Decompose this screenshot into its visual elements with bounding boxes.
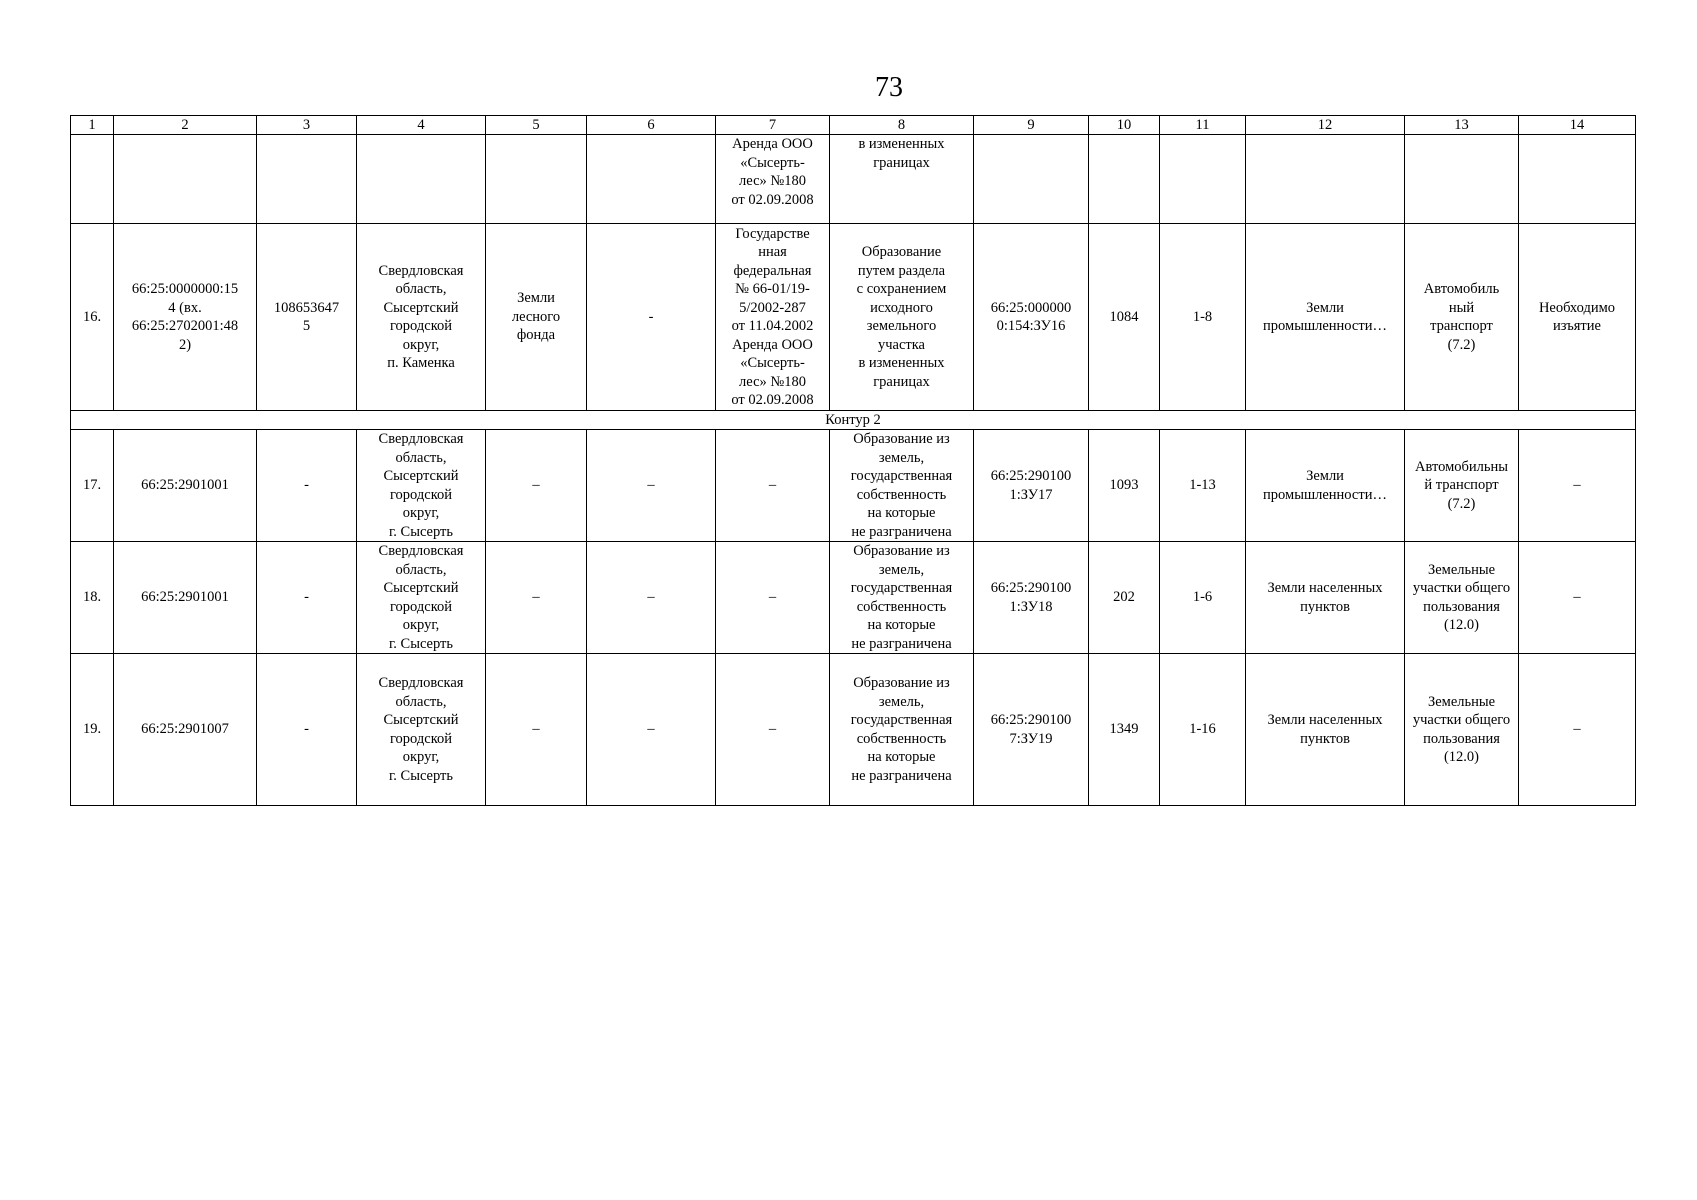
address-cell: Свердловская область, Сысертский городской округ, г. Сысерть: [357, 430, 486, 542]
new-category-cell: Земли населенных пунктов: [1246, 542, 1405, 654]
cadastral-number-cell: 66:25:2901007: [114, 654, 257, 806]
permitted-use-cell: Земельные участки общего пользования (12.0): [1405, 654, 1519, 806]
empty-cell: [1405, 135, 1519, 224]
boundary-points-cell: 1-13: [1160, 430, 1246, 542]
conditional-number-cell: 66:25:290100 7:ЗУ19: [974, 654, 1089, 806]
column-number: 3: [257, 116, 357, 135]
table-row: [71, 224, 1636, 411]
note-cell: Необходимо изъятие: [1519, 224, 1636, 411]
column-number: 8: [830, 116, 974, 135]
column-number: 13: [1405, 116, 1519, 135]
note-cell: –: [1519, 430, 1636, 542]
cadastral-number-cell: 66:25:2901001: [114, 542, 257, 654]
formation-method-cell: Образование из земель, государственная собственность на которые не разграничена: [830, 430, 974, 542]
column-number: 4: [357, 116, 486, 135]
cadastral-number-cell: 66:25:0000000:15 4 (вх. 66:25:2702001:48 2): [114, 224, 257, 411]
empty-cell: [357, 135, 486, 224]
row-number-cell: 17.: [71, 430, 114, 542]
column-number-row: [71, 116, 1636, 135]
column-number: 7: [716, 116, 830, 135]
column-number: 11: [1160, 116, 1246, 135]
new-category-cell: Земли промышленности…: [1246, 224, 1405, 411]
permitted-use-cell: Автомобильны й транспорт (7.2): [1405, 430, 1519, 542]
column-6-cell: -: [587, 224, 716, 411]
area-cell: 202: [1089, 542, 1160, 654]
table-row: [71, 654, 1636, 806]
land-category-cell: Земли лесного фонда: [486, 224, 587, 411]
land-category-cell: –: [486, 430, 587, 542]
column-6-cell: –: [587, 542, 716, 654]
formation-method-cell: Образование из земель, государственная собственность на которые не разграничена: [830, 654, 974, 806]
permitted-use-cell: Земельные участки общего пользования (12.0): [1405, 542, 1519, 654]
registration-number-cell: -: [257, 542, 357, 654]
permitted-use-cell: Автомобиль ный транспорт (7.2): [1405, 224, 1519, 411]
rights-cell: Аренда ООО «Сысерть- лес» №180 от 02.09.2008: [716, 135, 830, 224]
new-category-cell: Земли населенных пунктов: [1246, 654, 1405, 806]
rights-cell: Государстве нная федеральная № 66-01/19- 5/2002-287 от 11.04.2002 Аренда ООО «Сысерть- лес» №180 от 02.09.2008: [716, 224, 830, 411]
empty-cell: [486, 135, 587, 224]
area-cell: 1084: [1089, 224, 1160, 411]
column-number: 12: [1246, 116, 1405, 135]
address-cell: Свердловская область, Сысертский городской округ, г. Сысерть: [357, 654, 486, 806]
address-cell: Свердловская область, Сысертский городской округ, г. Сысерть: [357, 542, 486, 654]
empty-cell: [1519, 135, 1636, 224]
contour-label: Контур 2: [71, 411, 1636, 430]
formation-method-cell: Образование путем раздела с сохранением исходного земельного участка в измененных границах: [830, 224, 974, 411]
conditional-number-cell: 66:25:290100 1:ЗУ17: [974, 430, 1089, 542]
empty-cell: [974, 135, 1089, 224]
empty-cell: [587, 135, 716, 224]
boundary-points-cell: 1-16: [1160, 654, 1246, 806]
boundary-points-cell: 1-6: [1160, 542, 1246, 654]
column-number: 1: [71, 116, 114, 135]
empty-cell: [1160, 135, 1246, 224]
area-cell: 1349: [1089, 654, 1160, 806]
rights-cell: –: [716, 542, 830, 654]
contour-row: [71, 411, 1636, 430]
registration-number-cell: -: [257, 654, 357, 806]
boundary-points-cell: 1-8: [1160, 224, 1246, 411]
column-6-cell: –: [587, 430, 716, 542]
table-row: [71, 542, 1636, 654]
empty-cell: [71, 135, 114, 224]
land-category-cell: –: [486, 654, 587, 806]
row-number-cell: 18.: [71, 542, 114, 654]
column-number: 5: [486, 116, 587, 135]
rights-cell: –: [716, 654, 830, 806]
column-number: 10: [1089, 116, 1160, 135]
column-number: 14: [1519, 116, 1636, 135]
column-number: 2: [114, 116, 257, 135]
land-plots-table: [70, 115, 1636, 806]
page-number: 73: [875, 72, 903, 103]
address-cell: Свердловская область, Сысертский городской округ, п. Каменка: [357, 224, 486, 411]
formation-method-cell: в измененных границах: [830, 135, 974, 224]
land-category-cell: –: [486, 542, 587, 654]
registration-number-cell: 108653647 5: [257, 224, 357, 411]
table-row: [71, 430, 1636, 542]
formation-method-cell: Образование из земель, государственная собственность на которые не разграничена: [830, 542, 974, 654]
cadastral-number-cell: 66:25:2901001: [114, 430, 257, 542]
empty-cell: [257, 135, 357, 224]
new-category-cell: Земли промышленности…: [1246, 430, 1405, 542]
row-number-cell: 16.: [71, 224, 114, 411]
empty-cell: [114, 135, 257, 224]
empty-cell: [1246, 135, 1405, 224]
registration-number-cell: -: [257, 430, 357, 542]
row-number-cell: 19.: [71, 654, 114, 806]
note-cell: –: [1519, 542, 1636, 654]
column-number: 6: [587, 116, 716, 135]
table-row-continuation: [71, 135, 1636, 224]
column-6-cell: –: [587, 654, 716, 806]
note-cell: –: [1519, 654, 1636, 806]
empty-cell: [1089, 135, 1160, 224]
area-cell: 1093: [1089, 430, 1160, 542]
rights-cell: –: [716, 430, 830, 542]
column-number: 9: [974, 116, 1089, 135]
conditional-number-cell: 66:25:000000 0:154:ЗУ16: [974, 224, 1089, 411]
conditional-number-cell: 66:25:290100 1:ЗУ18: [974, 542, 1089, 654]
